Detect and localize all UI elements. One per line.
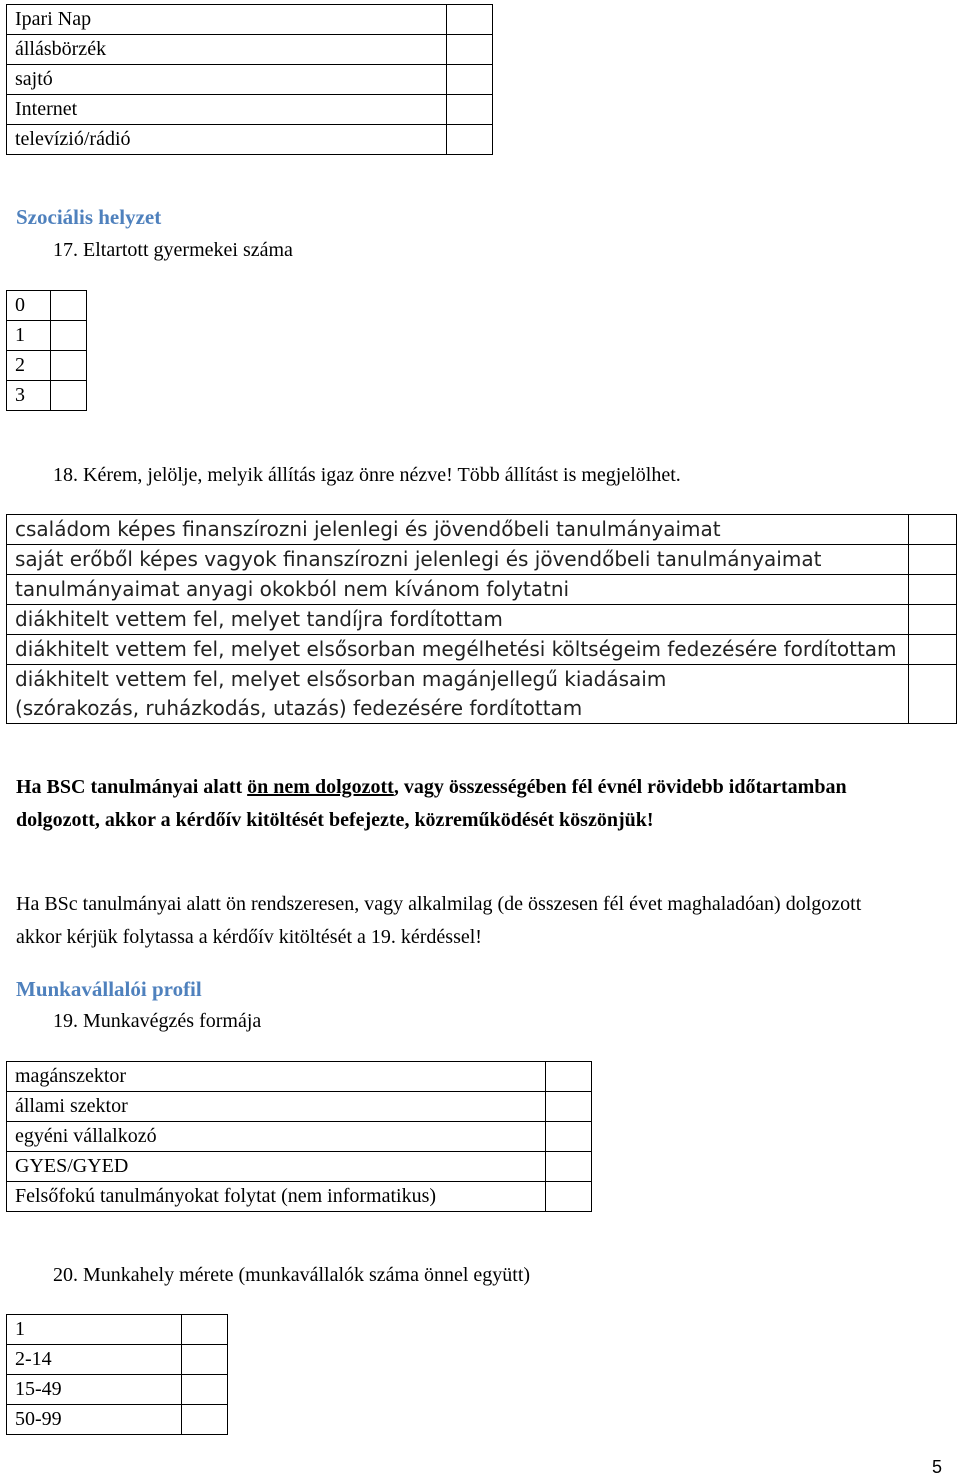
table-row (7, 321, 87, 351)
checkbox-cell[interactable] (447, 65, 493, 95)
table-row (7, 1315, 228, 1345)
table-row (7, 5, 493, 35)
table-row (7, 1152, 592, 1182)
checkbox-cell[interactable] (909, 545, 957, 575)
table-row (7, 545, 957, 575)
table-row (7, 1345, 228, 1375)
table-row (7, 1062, 592, 1092)
table-row (7, 515, 957, 545)
table-row (7, 95, 493, 125)
table-row (7, 351, 87, 381)
option-label: Felsőfokú tanulmányokat folytat (nem informatikus) (7, 1182, 546, 1212)
option-label: 50-99 (7, 1405, 182, 1435)
option-label: Ipari Nap (7, 5, 447, 35)
table-row (7, 35, 493, 65)
table-row (7, 1405, 228, 1435)
option-label: 1 (7, 321, 51, 351)
checkbox-cell[interactable] (546, 1152, 592, 1182)
option-label: saját erőből képes vagyok finanszírozni jelenlegi és jövendőbeli tanulmányaimat (7, 545, 909, 575)
section-heading-employer: Munkavállalói profil (16, 977, 202, 1001)
checkbox-cell[interactable] (909, 665, 957, 724)
question-18: 18. Kérem, jelölje, melyik állítás igaz önre nézve! Több állítást is megjelölhet. (53, 464, 681, 486)
checkbox-cell[interactable] (546, 1062, 592, 1092)
table-row (7, 665, 957, 724)
option-label: állami szektor (7, 1092, 546, 1122)
checkbox-cell[interactable] (182, 1405, 228, 1435)
table-row (7, 1375, 228, 1405)
table-row (7, 1092, 592, 1122)
question-20: 20. Munkahely mérete (munkavállalók száma önnel együtt) (53, 1264, 531, 1286)
q20-table (6, 1314, 228, 1435)
checkbox-cell[interactable] (447, 95, 493, 125)
source-table (6, 4, 493, 155)
option-label: állásbörzék (7, 35, 447, 65)
q19-table (6, 1061, 592, 1212)
question-17: 17. Eltartott gyermekei száma (53, 239, 293, 261)
checkbox-cell[interactable] (546, 1122, 592, 1152)
option-label: 2 (7, 351, 51, 381)
checkbox-cell[interactable] (909, 635, 957, 665)
q18-table (6, 514, 957, 724)
checkbox-cell[interactable] (51, 351, 87, 381)
option-label: GYES/GYED (7, 1152, 546, 1182)
option-label: tanulmányaimat anyagi okokból nem kívánom folytatni (7, 575, 909, 605)
option-label: diákhitelt vettem fel, melyet elsősorban magánjellegű kiadásaim (szórakozás, ruházkodás, utazás) fedezésére fordítottam (7, 665, 909, 724)
option-label: 3 (7, 381, 51, 411)
table-row (7, 125, 493, 155)
checkbox-cell[interactable] (51, 321, 87, 351)
checkbox-cell[interactable] (51, 291, 87, 321)
table-row (7, 65, 493, 95)
checkbox-cell[interactable] (447, 35, 493, 65)
option-label: diákhitelt vettem fel, melyet elsősorban megélhetési költségeim fedezésére fordítottam (7, 635, 909, 665)
checkbox-cell[interactable] (182, 1315, 228, 1345)
option-label: 15-49 (7, 1375, 182, 1405)
table-row (7, 575, 957, 605)
option-label: 2-14 (7, 1345, 182, 1375)
table-row (7, 605, 957, 635)
option-label: 0 (7, 291, 51, 321)
option-label: Internet (7, 95, 447, 125)
option-label: sajtó (7, 65, 447, 95)
q17-table (6, 290, 87, 411)
checkbox-cell[interactable] (546, 1092, 592, 1122)
option-label: televízió/rádió (7, 125, 447, 155)
notice-paragraph: Ha BSc tanulmányai alatt ön rendszeresen, vagy alkalmilag (de összesen fél évet maghaladóan) dolgozott akkor kérjük folytassa a kérdőív kitöltését a 19. kérdéssel! (16, 893, 862, 948)
table-row (7, 1182, 592, 1212)
checkbox-cell[interactable] (182, 1375, 228, 1405)
option-label: 1 (7, 1315, 182, 1345)
table-row (7, 1122, 592, 1152)
notice-bold-part2: , vagy összességében fél évnél rövidebb időtartamban dolgozott, akkor a kérdőív kitöltését befejezte, közreműködését köszönjük! (16, 776, 847, 831)
notice-bold (16, 771, 916, 837)
option-label: családom képes finanszírozni jelenlegi és jövendőbeli tanulmányaimat (7, 515, 909, 545)
checkbox-cell[interactable] (909, 575, 957, 605)
option-label: diákhitelt vettem fel, melyet tandíjra fordítottam (7, 605, 909, 635)
notice-bold-part1: Ha BSC tanulmányai alatt (16, 776, 248, 798)
checkbox-cell[interactable] (447, 125, 493, 155)
checkbox-cell[interactable] (909, 515, 957, 545)
checkbox-cell[interactable] (51, 381, 87, 411)
table-row (7, 381, 87, 411)
checkbox-cell[interactable] (182, 1345, 228, 1375)
table-row (7, 291, 87, 321)
checkbox-cell[interactable] (447, 5, 493, 35)
checkbox-cell[interactable] (546, 1182, 592, 1212)
checkbox-cell[interactable] (909, 605, 957, 635)
option-label: egyéni vállalkozó (7, 1122, 546, 1152)
table-row (7, 635, 957, 665)
page-number: 5 (932, 1457, 943, 1477)
section-heading-social: Szociális helyzet (16, 205, 162, 229)
notice-underlined: ön nem dolgozott (247, 776, 394, 798)
option-label: magánszektor (7, 1062, 546, 1092)
question-19: 19. Munkavégzés formája (53, 1010, 262, 1032)
